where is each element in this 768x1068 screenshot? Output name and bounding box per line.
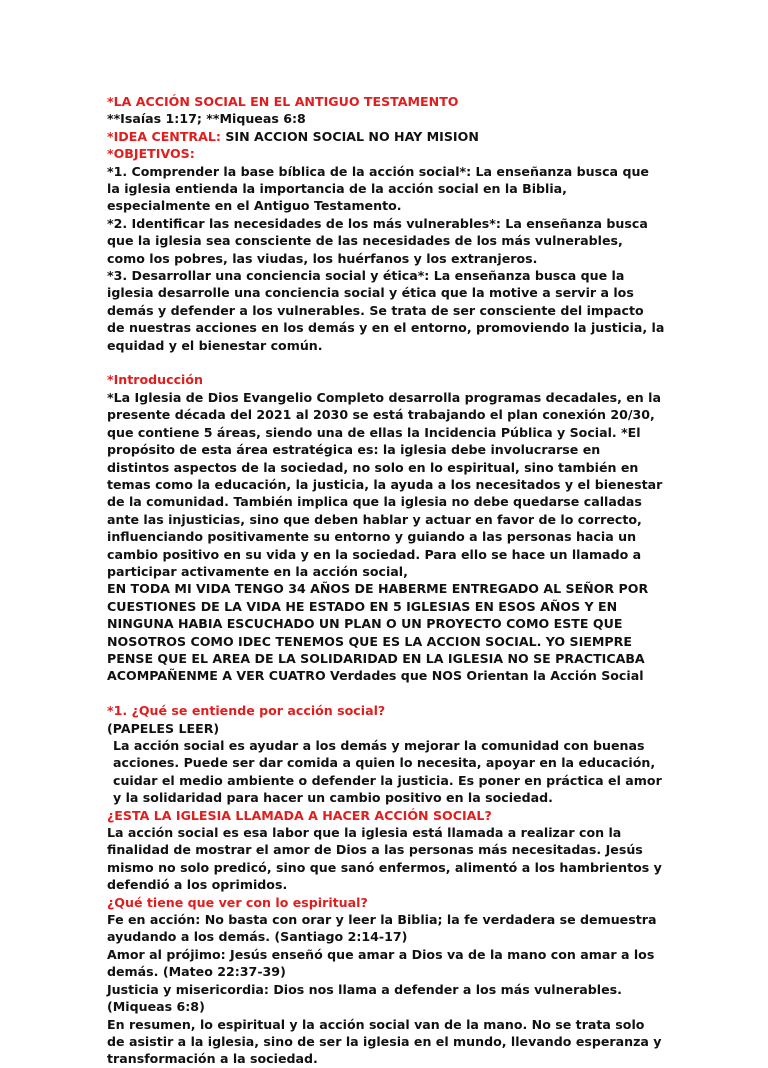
objective-1: *1. Comprender la base bíblica de la acción social*: La enseñanza busca que la iglesia entienda la importancia de la acción social en la Biblia, especialmente en el Antiguo Testamento. bbox=[107, 163, 649, 214]
section1-definition: La acción social es ayudar a los demás y mejorar la comunidad con buenas acciones. Puede ser dar comida a quien lo necesita, apoyar en la educación, cuidar el medio ambiente o defender la justicia. Es poner en práctica el amor y la solidaridad para hacer un cambio positivo en la sociedad. bbox=[113, 738, 662, 806]
section1-note: (PAPELES LEER) bbox=[107, 720, 220, 736]
central-idea-text: SIN ACCION SOCIAL NO HAY MISION bbox=[225, 128, 479, 144]
section1-question-2: ¿Qué tiene que ver con lo espiritual? bbox=[107, 894, 368, 910]
section1-answer-1: La acción social es esa labor que la iglesia está llamada a realizar con la finalidad de mostrar el amor de Dios a las personas más necesitadas. Jesús mismo no solo predicó, sino que sanó enfermos, alimentó a los hambrientos y defendió a los oprimidos. bbox=[107, 825, 662, 893]
section1-summary: En resumen, lo espiritual y la acción social van de la mano. No se trata solo de asistir a la iglesia, sino de ser la iglesia en el mundo, llevando esperanza y transformación a la sociedad. bbox=[107, 1016, 662, 1067]
introduction-heading: *Introducción bbox=[107, 372, 203, 388]
central-idea bbox=[107, 128, 665, 145]
point-love-neighbor: Amor al prójimo: Jesús enseñó que amar a Dios va de la mano con amar a los demás. (Mateo 22:37-39) bbox=[107, 946, 655, 980]
point-faith-in-action: Fe en acción: No basta con orar y leer la Biblia; la fe verdadera se demuestra ayudando a los demás. (Santiago 2:14-17) bbox=[107, 912, 657, 945]
objective-3: *3. Desarrollar una conciencia social y ética*: La enseñanza busca que la iglesia desarrolle una conciencia social y ética que la motive a servir a los demás y defender a los vulnerables. Se trata de ser consciente del impacto de nuestras acciones en los demás y en el entorno, promoviendo la justicia, la equidad y el bienestar común. bbox=[107, 268, 665, 353]
introduction-paragraph: *La Iglesia de Dios Evangelio Completo desarrolla programas decadales, en la presente década del 2021 al 2030 se está trabajando el plan conexión 20/30, que contiene 5 áreas, siendo una de ellas la Incidencia Pública y Social. *El propósito de esta área estratégica es: la iglesia debe involucrarse en distintos aspectos de la sociedad, no solo en lo espiritual, sino también en temas como la educación, la justicia, la ayuda a los necesitados y el bienestar de la comunidad. También implica que la iglesia no debe quedarse calladas ante las injusticias, sino que deben hablar y actuar en favor de lo correcto, influenciando positivamente su entorno y guiando a las personas hacia un cambio positivo en su vida y en la sociedad. Para ello se hace un llamado a participar activamente en la acción social, bbox=[107, 389, 663, 579]
point-justice-mercy: Justicia y misericordia: Dios nos llama a defender a los más vulnerables. (Miqueas 6:8) bbox=[107, 981, 622, 1015]
document-page bbox=[107, 93, 665, 1068]
central-idea-label: *IDEA CENTRAL: bbox=[107, 128, 221, 144]
objectives-heading: *OBJETIVOS: bbox=[107, 146, 195, 162]
bible-references: **Isaías 1:17; **Miqueas 6:8 bbox=[107, 111, 306, 127]
objective-2: *2. Identificar las necesidades de los más vulnerables*: La enseñanza busca que la iglesia sea consciente de las necesidades de los más vulnerables, como los pobres, las viudas, los huérfanos y los extranjeros. bbox=[107, 215, 648, 266]
document-title: *LA ACCIÓN SOCIAL EN EL ANTIGUO TESTAMENTO bbox=[107, 94, 459, 109]
spacer bbox=[107, 354, 665, 371]
section1-question-1: ¿ESTA LA IGLESIA LLAMADA A HACER ACCIÓN SOCIAL? bbox=[107, 807, 492, 823]
section1-heading: *1. ¿Qué se entiende por acción social? bbox=[107, 703, 386, 719]
testimony-paragraph: EN TODA MI VIDA TENGO 34 AÑOS DE HABERME ENTREGADO AL SEÑOR POR CUESTIONES DE LA VIDA HE ESTADO EN 5 IGLESIAS EN ESOS AÑOS Y EN NINGUNA HABIA ESCUCHADO UN PLAN O UN PROYECTO COMO ESTE QUE NOSOTROS COMO IDEC TENEMOS QUE ES LA ACCION SOCIAL. YO SIEMPRE PENSE QUE EL AREA DE LA SOLIDARIDAD EN LA IGLESIA NO SE PRACTICABA ACOMPAÑENME A VER CUATRO Verdades que NOS Orientan la Acción Social bbox=[107, 581, 649, 684]
spacer bbox=[107, 685, 665, 702]
